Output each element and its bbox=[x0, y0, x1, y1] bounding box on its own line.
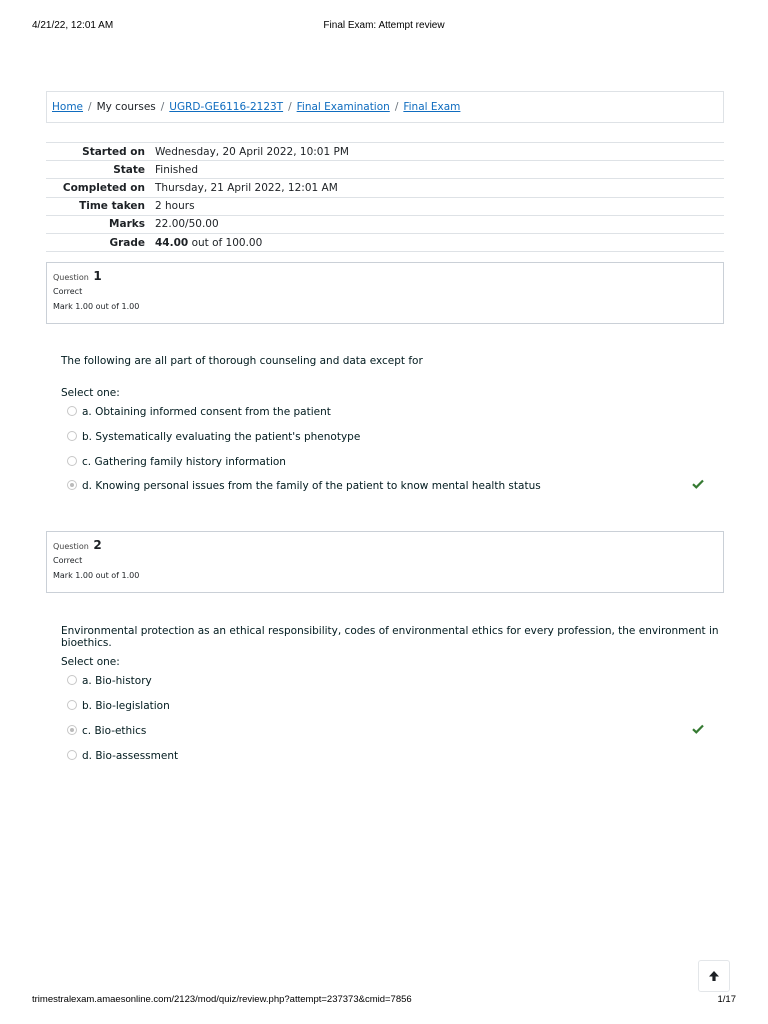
completed-on-value: Thursday, 21 April 2022, 12:01 AM bbox=[150, 179, 724, 197]
option-label: a. Bio-history bbox=[82, 675, 152, 687]
breadcrumb bbox=[46, 91, 724, 123]
option-label: d. Knowing personal issues from the family of the patient to know mental health status bbox=[82, 480, 541, 492]
print-datetime: 4/21/22, 12:01 AM bbox=[32, 20, 114, 31]
summary-row-marks bbox=[46, 215, 724, 233]
check-icon bbox=[692, 724, 704, 734]
marks-value: 22.00/50.00 bbox=[150, 215, 724, 233]
radio-button-checked[interactable] bbox=[67, 725, 77, 735]
question-2-text: Environmental protection as an ethical responsibility, codes of environmental ethics for every profession, the environment in bioethics. bbox=[61, 625, 719, 649]
breadcrumb-final-examination[interactable]: Final Examination bbox=[296, 101, 390, 113]
completed-on-label: Completed on bbox=[46, 179, 150, 197]
marks-label: Marks bbox=[46, 215, 150, 233]
time-taken-label: Time taken bbox=[46, 197, 150, 215]
question-1-option-a[interactable] bbox=[67, 406, 331, 420]
radio-button[interactable] bbox=[67, 431, 77, 441]
print-header bbox=[32, 20, 736, 34]
radio-button[interactable] bbox=[67, 750, 77, 760]
breadcrumb-course[interactable]: UGRD-GE6116-2123T bbox=[169, 101, 284, 113]
radio-button[interactable] bbox=[67, 406, 77, 416]
started-on-value: Wednesday, 20 April 2022, 10:01 PM bbox=[150, 143, 724, 161]
radio-button-checked[interactable] bbox=[67, 480, 77, 490]
option-label: b. Systematically evaluating the patient's phenotype bbox=[82, 431, 361, 443]
question-2-info bbox=[46, 531, 724, 593]
question-1-mark: Mark 1.00 out of 1.00 bbox=[53, 302, 140, 311]
breadcrumb-my-courses: My courses bbox=[96, 101, 156, 113]
print-url: trimestralexam.amaesonline.com/2123/mod/quiz/review.php?attempt=237373&cmid=7856 bbox=[32, 994, 412, 1005]
question-2-prompt: Select one: bbox=[61, 656, 120, 668]
breadcrumb-separator: / bbox=[88, 101, 92, 113]
question-1-text: The following are all part of thorough counseling and data except for bbox=[61, 355, 423, 367]
question-2-mark: Mark 1.00 out of 1.00 bbox=[53, 571, 140, 580]
check-icon bbox=[692, 479, 704, 489]
state-value: Finished bbox=[150, 161, 724, 179]
state-label: State bbox=[46, 161, 150, 179]
breadcrumb-final-exam[interactable]: Final Exam bbox=[403, 101, 461, 113]
radio-button[interactable] bbox=[67, 700, 77, 710]
summary-row-time-taken bbox=[46, 197, 724, 215]
grade-label: Grade bbox=[46, 233, 150, 251]
print-footer bbox=[32, 994, 736, 1008]
breadcrumb-home[interactable]: Home bbox=[52, 101, 84, 113]
summary-row-started bbox=[46, 143, 724, 161]
question-1-number bbox=[53, 269, 723, 283]
question-2-option-c[interactable] bbox=[67, 725, 146, 739]
option-label: c. Gathering family history information bbox=[82, 456, 286, 468]
option-label: c. Bio-ethics bbox=[82, 725, 147, 737]
grade-score: 44.00 bbox=[155, 236, 189, 249]
print-page-title: Final Exam: Attempt review bbox=[323, 20, 445, 31]
print-page-number: 1/17 bbox=[717, 994, 736, 1005]
radio-button[interactable] bbox=[67, 456, 77, 466]
option-label: d. Bio-assessment bbox=[82, 750, 179, 762]
back-to-top-button[interactable] bbox=[698, 960, 730, 992]
question-1-prompt: Select one: bbox=[61, 387, 120, 399]
question-1-option-d[interactable] bbox=[67, 480, 541, 494]
radio-button[interactable] bbox=[67, 675, 77, 685]
summary-row-state bbox=[46, 161, 724, 179]
summary-row-grade bbox=[46, 233, 724, 251]
question-2-number bbox=[53, 538, 723, 552]
question-2-state: Correct bbox=[53, 556, 83, 565]
question-1-state: Correct bbox=[53, 287, 83, 296]
time-taken-value: 2 hours bbox=[150, 197, 724, 215]
option-label: b. Bio-legislation bbox=[82, 700, 170, 712]
question-number: 1 bbox=[93, 269, 102, 283]
attempt-summary-table bbox=[46, 142, 724, 252]
question-2-option-d[interactable] bbox=[67, 750, 178, 764]
summary-row-completed bbox=[46, 179, 724, 197]
option-label: a. Obtaining informed consent from the patient bbox=[82, 406, 331, 418]
breadcrumb-separator: / bbox=[160, 101, 165, 113]
question-label: Question bbox=[53, 273, 89, 282]
question-number: 2 bbox=[93, 538, 102, 552]
question-1-info bbox=[46, 262, 724, 324]
question-1-option-b[interactable] bbox=[67, 431, 360, 445]
started-on-label: Started on bbox=[46, 143, 150, 161]
question-2-option-b[interactable] bbox=[67, 700, 170, 714]
breadcrumb-separator: / bbox=[288, 101, 292, 113]
question-1-option-c[interactable] bbox=[67, 456, 286, 470]
grade-value bbox=[150, 233, 724, 251]
breadcrumb-separator: / bbox=[394, 101, 399, 113]
question-label: Question bbox=[53, 542, 89, 551]
grade-suffix: out of 100.00 bbox=[191, 236, 263, 249]
arrow-up-icon bbox=[708, 970, 720, 982]
question-2-option-a[interactable] bbox=[67, 675, 152, 689]
